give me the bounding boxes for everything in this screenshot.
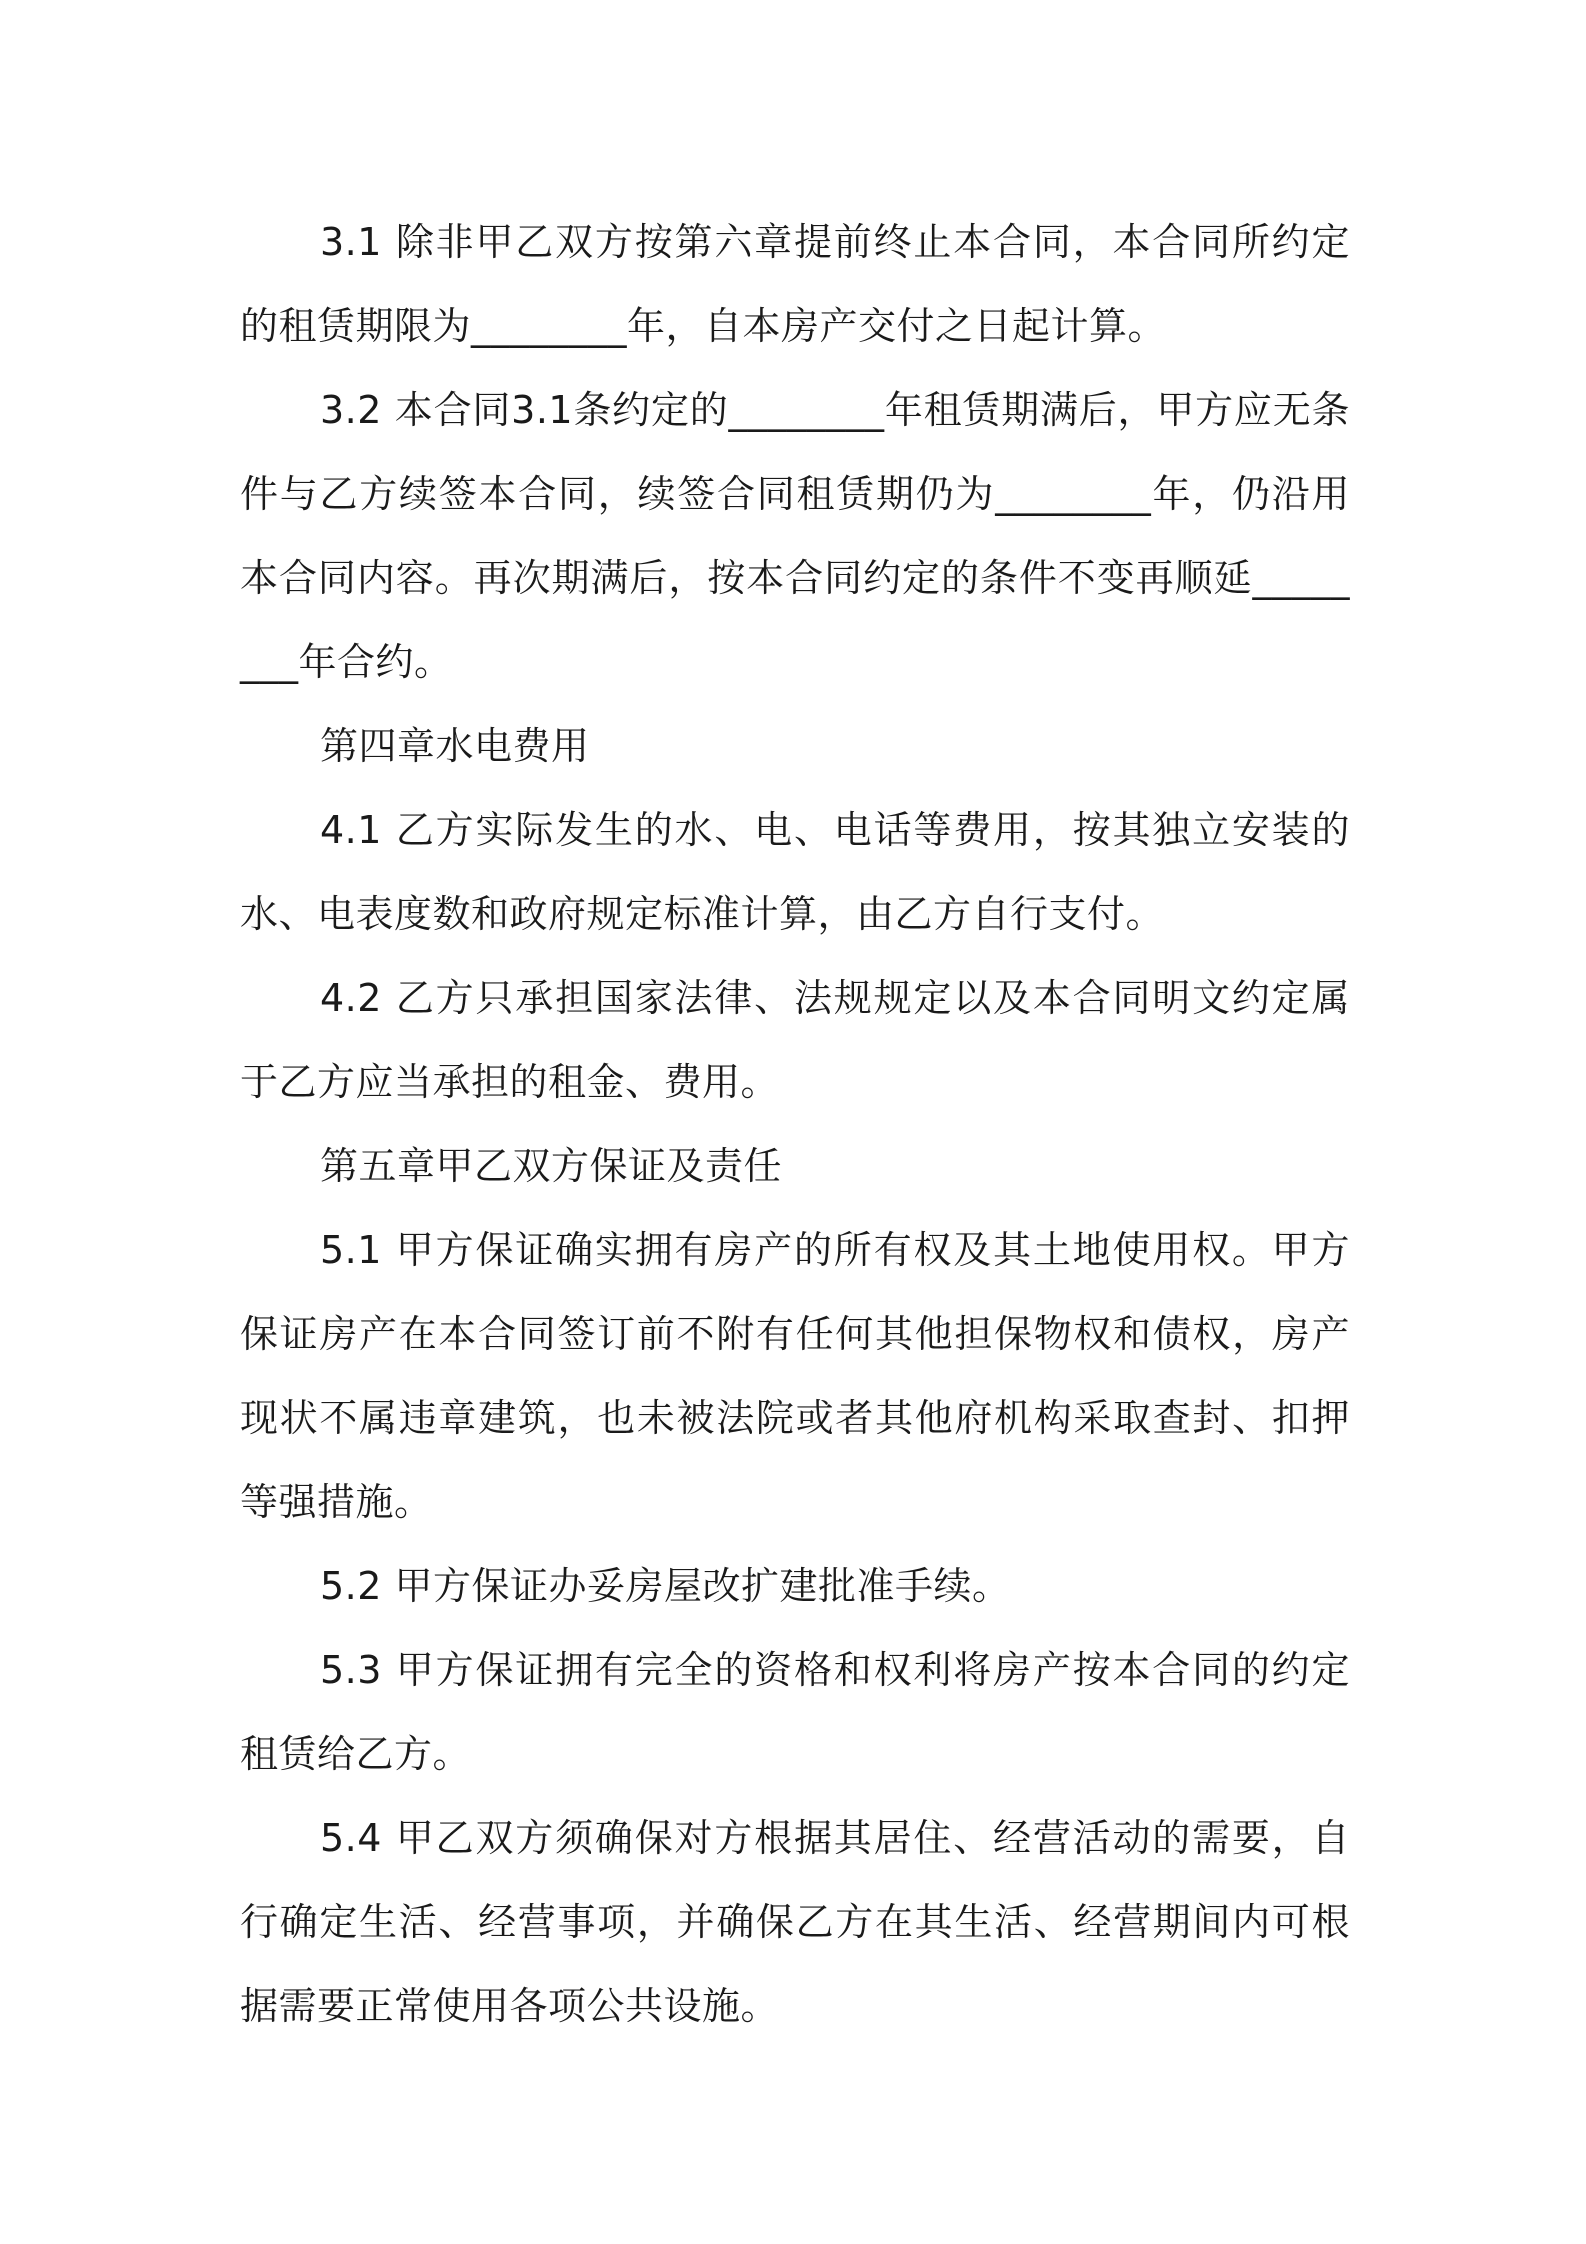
clause-3-2: 3.2 本合同3.1条约定的________年租赁期满后，甲方应无条件与乙方续签本合同，续签合同租赁期仍为________年，仍沿用本合同内容。再次期满后，按本合同约定的条件不变再顺延________年合约。 <box>240 388 1350 684</box>
clause-4-2: 4.2 乙方只承担国家法律、法规规定以及本合同明文约定属于乙方应当承担的租金、费用。 <box>240 976 1350 1104</box>
chapter-5-heading: 第五章甲乙双方保证及责任 <box>320 1144 783 1188</box>
clause-5-4: 5.4 甲乙双方须确保对方根据其居住、经营活动的需要，自行确定生活、经营事项，并确保乙方在其生活、经营期间内可根据需要正常使用各项公共设施。 <box>240 1816 1350 2028</box>
chapter-4-heading: 第四章水电费用 <box>320 724 590 768</box>
clause-3-1: 3.1 除非甲乙双方按第六章提前终止本合同，本合同所约定的租赁期限为________年，自本房产交付之日起计算。 <box>240 220 1350 348</box>
clause-5-1: 5.1 甲方保证确实拥有房产的所有权及其土地使用权。甲方保证房产在本合同签订前不附有任何其他担保物权和债权，房产现状不属违章建筑，也未被法院或者其他府机构采取查封、扣押等强措施。 <box>240 1228 1350 1524</box>
clause-4-1: 4.1 乙方实际发生的水、电、电话等费用，按其独立安装的水、电表度数和政府规定标准计算，由乙方自行支付。 <box>240 808 1350 936</box>
clause-5-3: 5.3 甲方保证拥有完全的资格和权利将房产按本合同的约定租赁给乙方。 <box>240 1648 1350 1776</box>
clause-5-2: 5.2 甲方保证办妥房屋改扩建批准手续。 <box>320 1564 1011 1608</box>
document-body <box>240 200 1350 2048</box>
